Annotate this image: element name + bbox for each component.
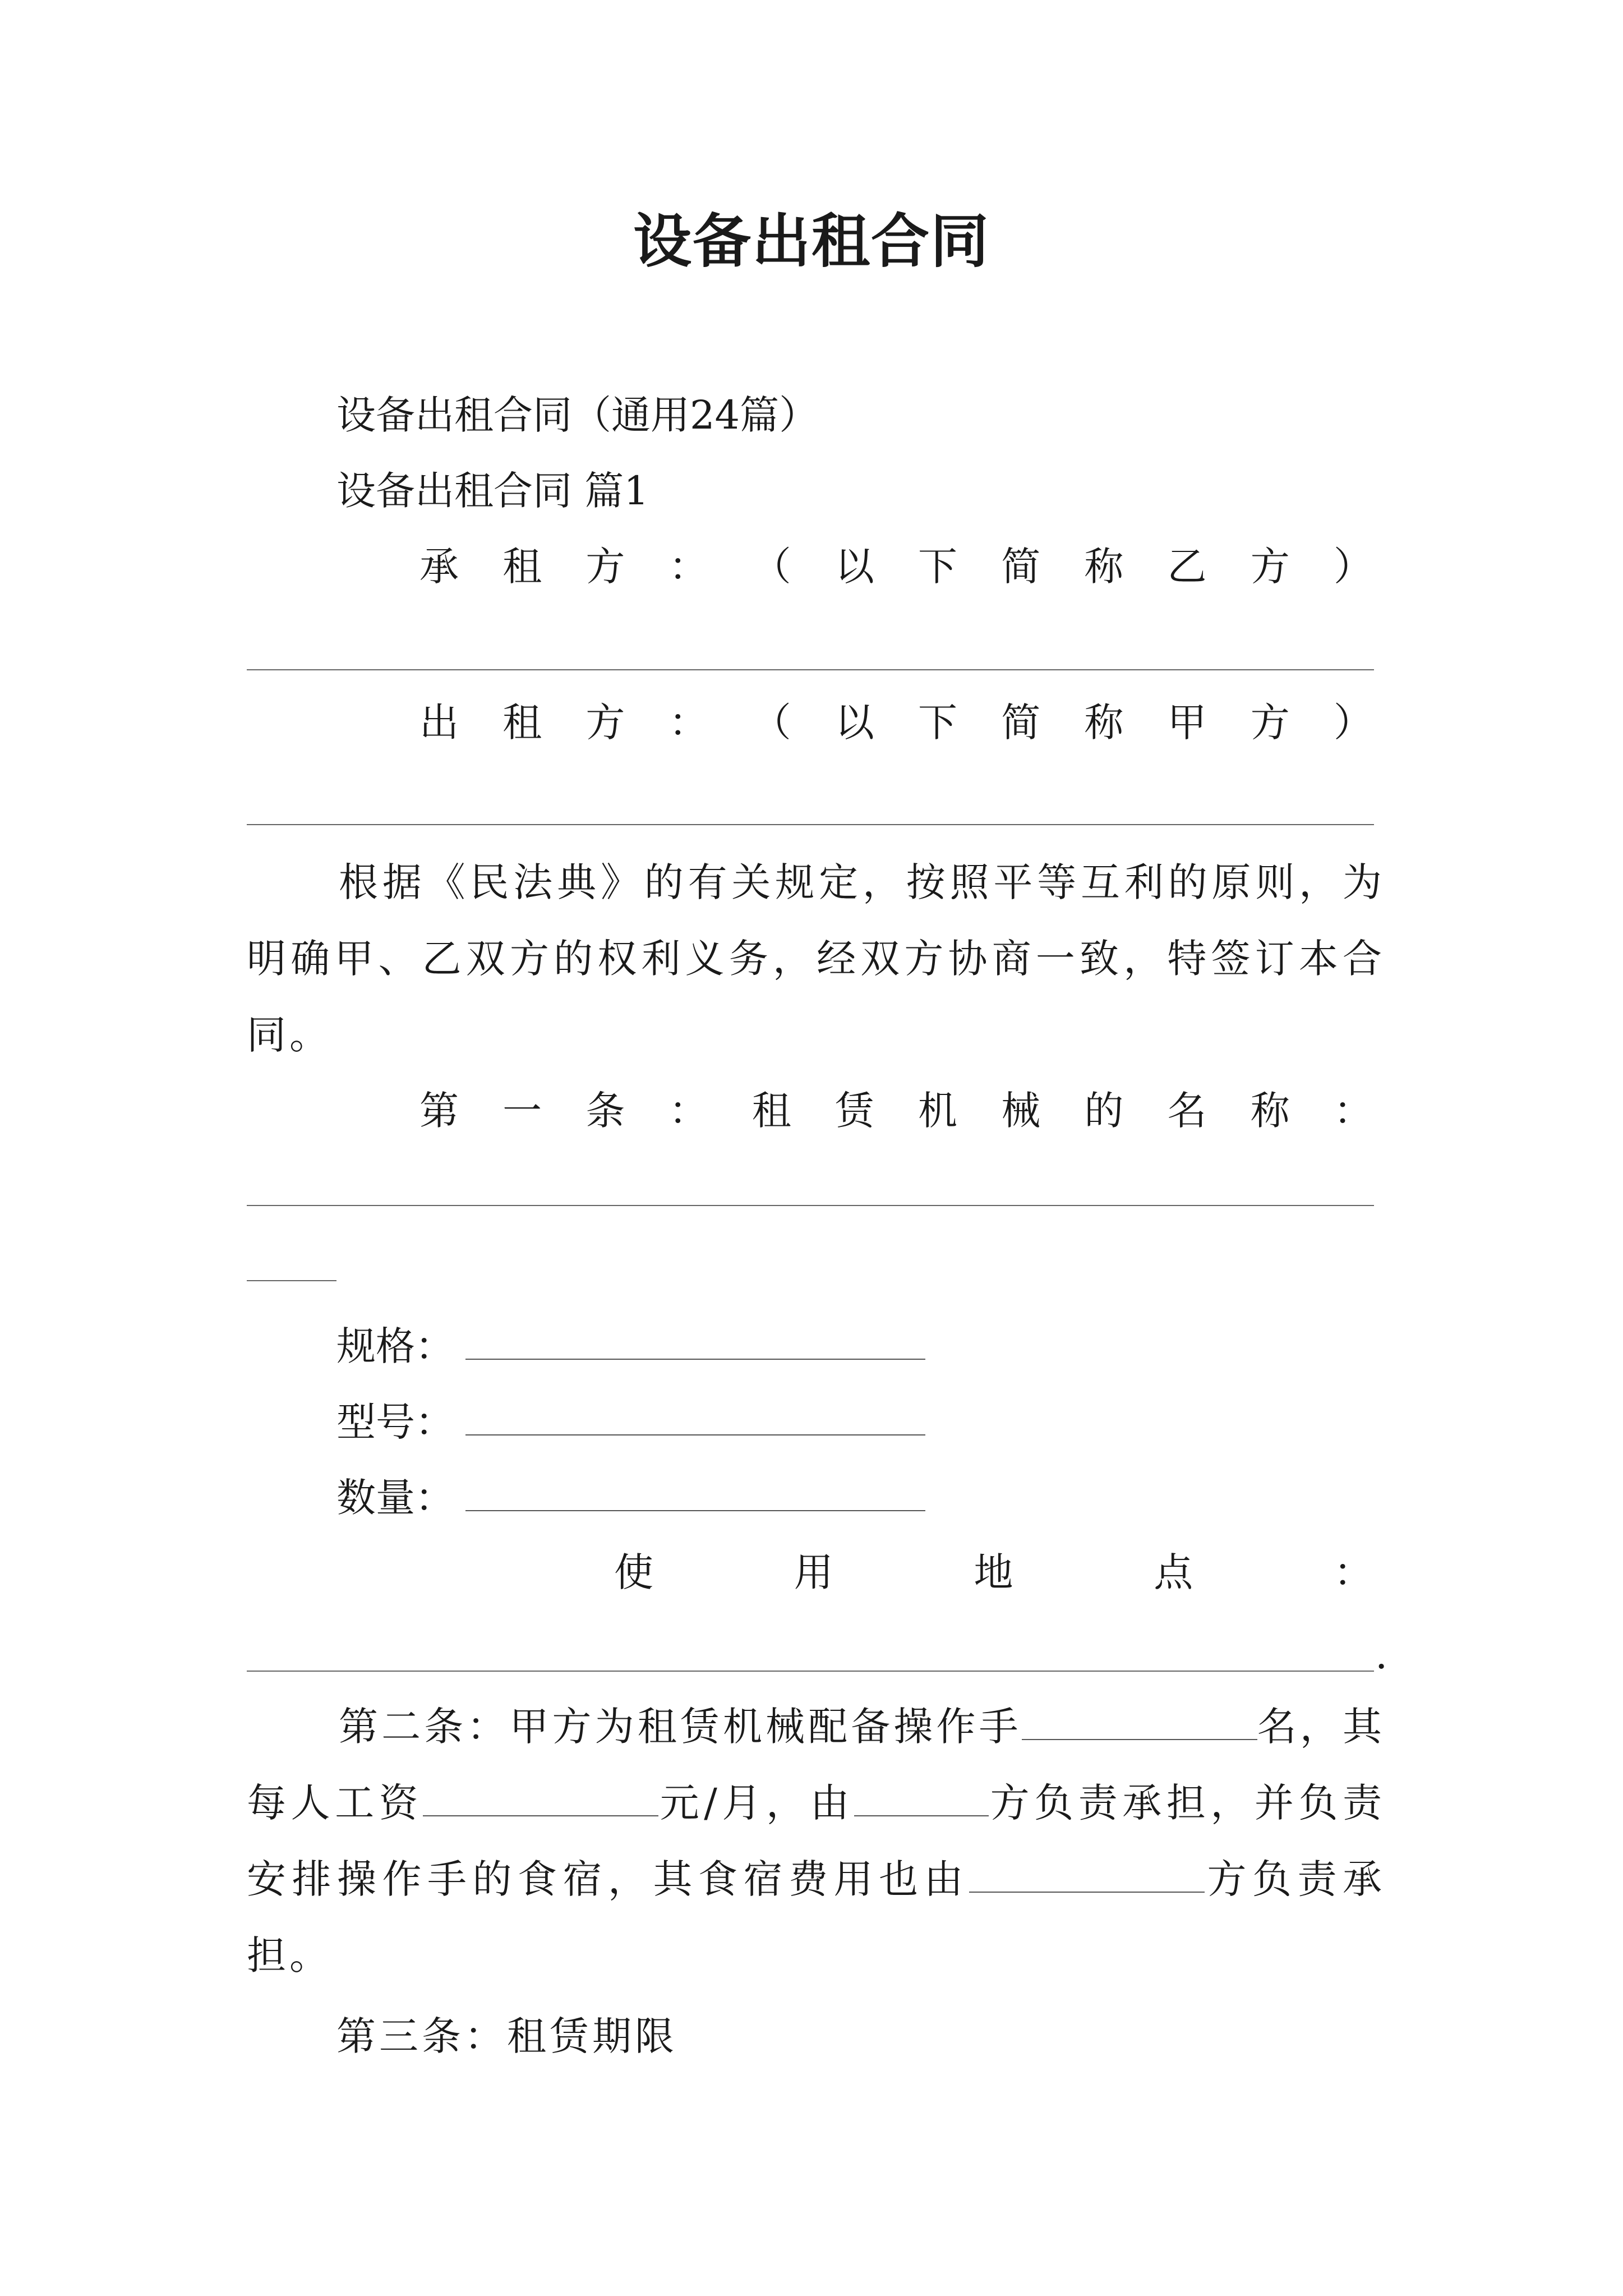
spec-blank[interactable] — [465, 1325, 925, 1360]
article1-label: 第 一 条 ： 租 赁 机 械 的 名 称 ： — [419, 1088, 1373, 1134]
operator-count-blank[interactable] — [1022, 1700, 1257, 1740]
intro-paragraph: 根据《民法典》的有关规定，按照平等互利的原则，为明确甲、乙双方的权利义务，经双方协商一致，特签订本合同。 — [247, 859, 1385, 1058]
lessor-fill-line — [247, 824, 1374, 825]
quantity-field — [336, 1470, 925, 1526]
article2-paragraph: 第二条：甲方为租赁机械配备操作手 名，其每人工资 元/月，由 方负责承担，并负责安排操作手的食宿，其食宿费用也由 方负责承担。 — [247, 1688, 1385, 1994]
model-label: 型号： — [336, 1399, 454, 1445]
model-blank[interactable] — [465, 1401, 925, 1435]
location-end-mark: . — [1375, 1632, 1388, 1678]
subtitle: 设备出租合同（通用24篇） — [336, 392, 819, 438]
location-fill-line — [247, 1671, 1374, 1672]
document-title: 设备出租合同 — [633, 207, 990, 275]
machine-name-fill-line — [247, 1205, 1374, 1206]
spec-label: 规格： — [336, 1323, 454, 1369]
location-label: 使 用 地 点 ： — [614, 1549, 1373, 1595]
spec-field — [336, 1318, 925, 1374]
lodging-payer-blank[interactable] — [969, 1852, 1205, 1893]
lessor-label: 出 租 方 ： （ 以 下 简 称 甲 方 ） — [419, 700, 1373, 746]
wage-payer-blank[interactable] — [854, 1776, 989, 1816]
wage-blank[interactable] — [423, 1776, 658, 1816]
lessee-label: 承 租 方 ： （ 以 下 简 称 乙 方 ） — [419, 544, 1373, 590]
machine-name-fill-line-end — [247, 1280, 336, 1281]
quantity-blank[interactable] — [465, 1476, 925, 1511]
section-heading: 设备出租合同 篇1 — [336, 468, 649, 514]
model-field — [336, 1394, 925, 1450]
lessee-fill-line — [247, 669, 1374, 670]
article3-heading: 第三条：租赁期限 — [336, 2013, 677, 2059]
quantity-label: 数量： — [336, 1475, 454, 1521]
